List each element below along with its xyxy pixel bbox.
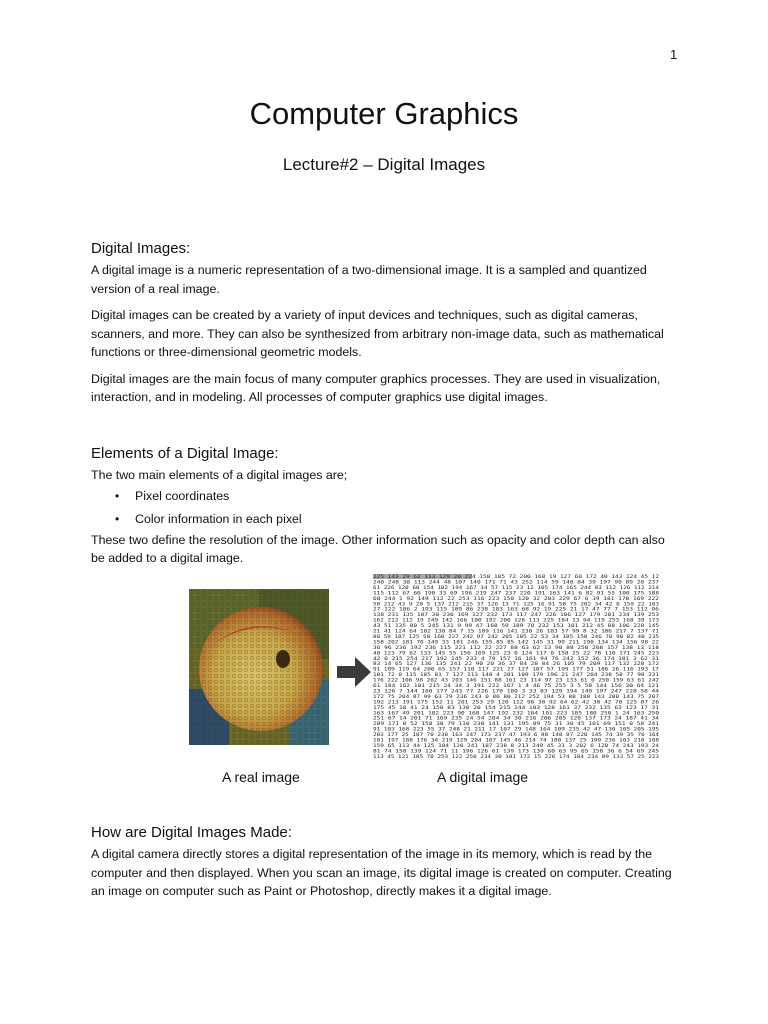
real-image-photo [189,589,329,745]
svg-text:61 184 162 101 215 24 34 3 191: 61 184 162 101 215 24 34 3 191 222 167 1 4 46 75 255 3 5 58 144 156 30 64 121 [373,684,586,689]
svg-text:158 202 181 70 149 33 181 246: 158 202 181 70 149 33 181 246 155 85 85 142 145 31 99 211 190 134 134 156 98 22 [373,640,592,646]
svg-text:181 197 188 176 34 219 129 204: 181 197 188 176 34 219 129 204 107 145 46 214 74 180 137 25 199 236 103 210 108 [373,738,592,744]
caption-digital-image: A digital image [437,769,529,785]
svg-text:251 67 14 201 71 169 235 24 54: 251 67 14 201 71 169 235 24 54 204 34 30 216 206 205 120 137 173 24 187 41 34 [373,716,586,722]
svg-text:162 212 112 19 249 142 166 100: 162 212 112 19 249 142 166 100 192 200 128 113 225 184 13 94 119 253 168 39 173 [373,618,592,624]
svg-text:101 72 0 115 185 81 7 127 113: 101 72 0 115 185 81 7 127 113 140 4 201 109 179 196 21 247 204 238 58 77 98 231 [373,673,592,679]
document-title: Computer Graphics [249,96,519,131]
svg-text:68 244 1 92 149 112 22 253 116: 68 244 1 92 149 112 22 253 116 223 150 120 32 203 229 67 6 39 181 178 169 222 [373,596,586,602]
svg-text:192 213 191 175 152 11 201 253: 192 213 191 175 152 11 201 253 29 120 112 96 38 92 64 62 42 38 42 70 125 87 26 [373,700,589,706]
paragraph: A digital camera directly stores a digital representation of the image in its memory, which is read by the computer and then displayed. When you scan an image, its digital image is created on computer. Creating an image on computer such as Paint or Photoshop, directly makes it a digital image. [91,847,672,898]
svg-text:172 75 204 87 99 63 79 236 243: 172 75 204 87 99 63 79 236 243 0 80 80 212 252 194 53 88 180 143 208 143 75 207 [373,694,592,700]
paragraph: A digital image is a numeric representation of a two-dimensional image. It is a sampled and quantized version of a real image. [91,263,647,296]
svg-text:91 103 168 223 55 37 248 21 21: 91 103 168 223 55 37 248 21 211 17 107 29 148 164 109 235 42 47 130 105 205 195 [373,727,592,733]
svg-text:209 171 0 52 158 30 79 110 230: 209 171 0 52 158 30 79 110 230 141 131 195 89 75 31 30 45 101 69 151 0 58 241 [373,722,586,728]
svg-text:240 248 30 113 244 48 107 140: 240 248 30 113 244 48 107 140 171 71 43 252 114 59 140 84 39 197 90 89 20 237 [373,580,586,586]
svg-text:203 177 25 187 70 238 163 247: 203 177 25 187 70 238 163 247 173 237 47 193 6 88 148 87 220 145 74 39 35 76 164 [373,733,595,739]
right-arrow-icon [337,657,371,687]
paragraph: Digital images can be created by a variety of input devices and techniques, such as digital cameras, scanners, and more. They can also be synthesized from arbitrary non-image data, such as mathematical functions or three-dimensional geometric models. [91,308,664,359]
paragraph: Digital images are the main focus of many computer graphics processes. They are used in visualization, interaction, and in modeling. All processes of computer graphics use digital images. [91,371,661,404]
section-heading: Elements of a Digital Image: [91,445,279,462]
document-subtitle: Lecture#2 – Digital Images [282,155,486,174]
svg-text:43 51 135 80 5 245 131 9 99 47: 43 51 135 80 5 245 131 9 99 47 168 59 189 78 232 153 101 212 45 88 106 228 145 [373,624,589,630]
paragraph: The two main elements of a digital images are; [91,468,348,482]
svg-text:42 0 215 254 217 192 145 233 4: 42 0 215 254 217 192 145 233 4 79 157 16 161 94 76 242 152 36 174 181 3 62 31 [373,656,586,662]
svg-text:91 189 119 64 200 65 157 110 1: 91 189 119 64 200 65 157 110 117 221 27 127 107 57 199 177 51 186 26 116 193 17 [373,667,592,673]
svg-text:40 123 79 62 133 145 55 150 16: 40 123 79 62 133 145 55 150 169 125 23 0 124 117 0 158 25 22 78 110 171 245 223 [373,651,592,657]
svg-text:138 231 135 107 30 230 169 127: 138 231 135 107 30 230 169 127 232 173 117 247 226 106 127 179 201 234 139 253 [373,613,589,619]
svg-text:27 122 106 2 193 115 189 86 23: 27 122 106 2 193 115 189 86 238 183 163 68 92 19 225 21 17 47 77 7 153 112 96 [373,607,586,613]
svg-text:159 65 113 44 125 104 120 241: 159 65 113 44 125 104 120 241 187 238 8 213 249 45 31 3 202 6 120 74 243 193 24 [373,743,592,749]
svg-text:115 112 67 60 190 33 69 196 21: 115 112 67 60 190 33 69 196 219 247 237 220 191 163 141 6 82 91 55 100 175 188 [373,591,589,597]
svg-text:81 74 158 139 124 71 11 196 12: 81 74 158 139 124 71 11 196 126 61 139 173 139 60 63 95 65 158 36 6 54 69 245 [373,749,586,755]
paragraph: These two define the resolution of the image. Other information such as opacity and color depth can also be added to a digital image. [91,532,665,565]
svg-text:58 212 43 9 20 5 137 212 215 3: 58 212 43 9 20 5 137 212 215 37 126 13 71 125 16 91 58 75 202 34 42 0 159 22 103 [373,602,595,608]
bullet-list [91,485,681,531]
svg-text:61 226 120 60 154 102 194 167: 61 226 120 60 154 102 194 167 34 57 115 23 12 105 174 165 244 83 112 126 112 214 [373,585,595,591]
section-heading: Digital Images: [91,240,191,257]
section-how-made [91,824,681,909]
list-item: • Pixel coordinates [91,485,681,508]
svg-text:23 126 7 144 180 177 243 77 22: 23 126 7 144 180 177 243 77 226 170 180 3 33 83 129 194 149 197 247 228 58 44 [373,689,586,695]
svg-text:175 45 18 41 24 150 83 130 20: 175 45 18 41 24 150 83 130 20 154 215 244 103 128 161 37 232 135 63 123 17 31 [373,705,586,711]
svg-text:21 41 124 64 102 130 84 7 15 1: 21 41 124 64 102 130 84 7 15 189 116 141 230 26 103 57 99 8 32 186 217 7 137 71 [373,629,592,635]
svg-text:88 59 187 125 58 160 227 242 9: 88 59 187 125 58 160 227 242 97 242 205 105 22 53 34 185 150 246 70 90 82 40 235 [373,634,595,640]
page-number: 1 [670,47,678,62]
svg-text:125 143 29 62 113 129 20 224 1: 125 143 29 62 113 129 20 224 150 105 72 200 168 19 127 60 172 40 143 124 45 12 [373,575,589,580]
section-elements [91,445,681,576]
digital-image-number-grid [371,574,661,760]
svg-text:36 96 236 192 236 115 221 112: 36 96 236 192 236 115 221 112 22 227 88 63 62 13 90 88 250 208 157 138 13 118 [373,645,586,651]
section-heading: How are Digital Images Made: [91,824,292,841]
section-digital-images [91,240,681,415]
svg-text:83 14 65 127 136 135 241 22 90: 83 14 65 127 136 135 241 22 90 20 36 37 84 28 84 26 105 79 209 117 132 228 172 [373,662,589,668]
list-item: • Color information in each pixel [91,508,681,531]
svg-text:113 45 121 185 70 253 122 250: 113 45 121 185 70 253 122 250 234 30 181 172 15 226 174 184 234 89 133 57 25 223 [373,754,595,760]
svg-text:176 222 106 98 202 43 203 146: 176 222 106 98 202 43 203 146 151 88 161 23 114 97 23 133 61 0 250 159 63 61 242 [373,678,595,684]
caption-real-image: A real image [222,769,300,785]
svg-text:163 167 49 201 182 223 90 168: 163 167 49 201 182 223 90 168 147 192 232 184 101 223 185 180 250 1 24 163 250 [373,711,589,717]
